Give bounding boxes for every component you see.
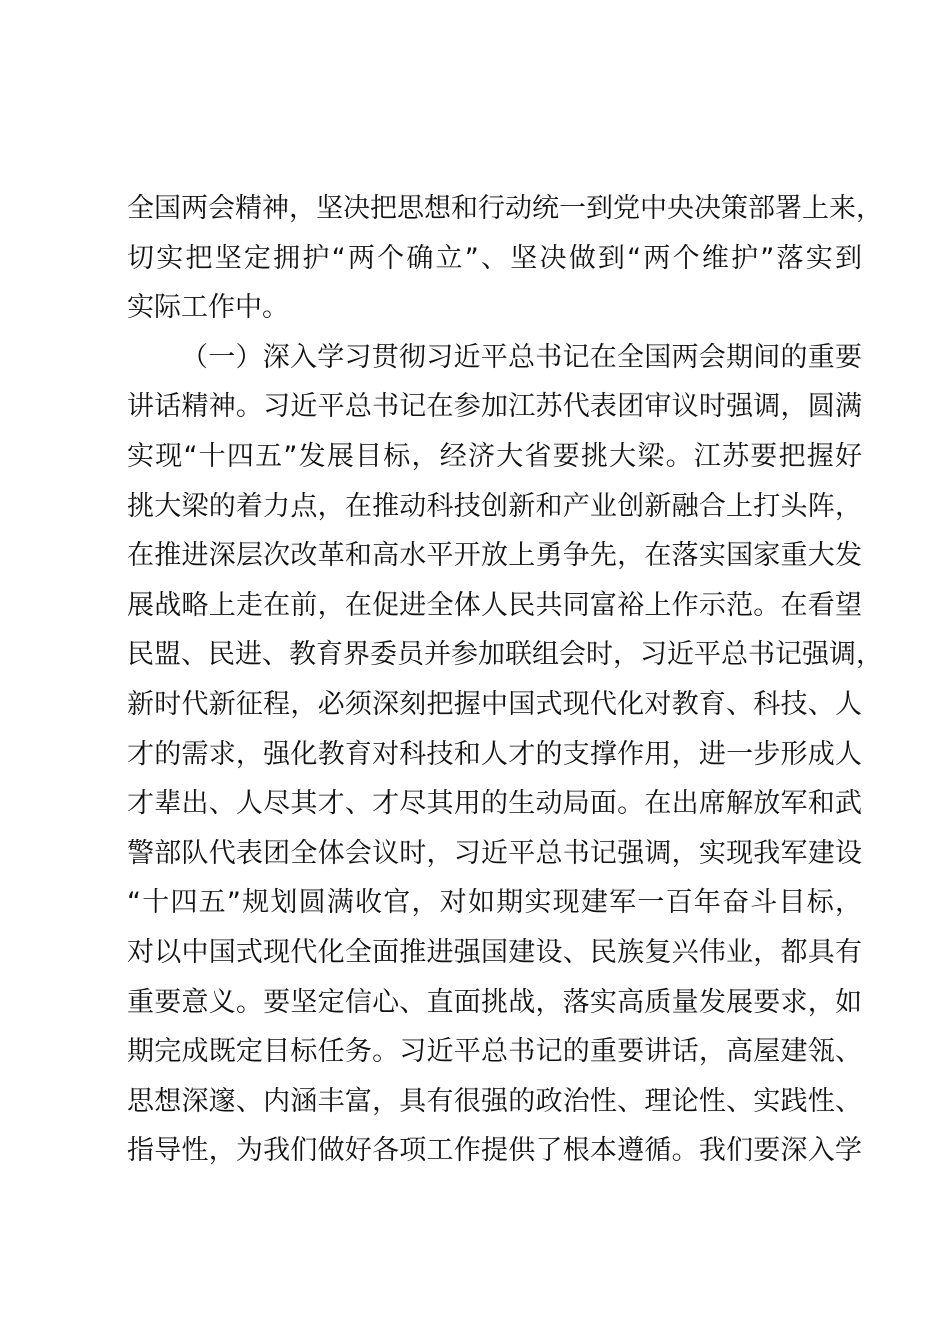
text-line: “十四五”规划圆满收官，对如期实现建军一百年奋斗目标， (127, 887, 862, 919)
text-line: 警部队代表团全体会议时，习近平总书记强调，实现我军建设 (127, 837, 862, 869)
text-line: 重要意义。要坚定信心、直面挑战，落实高质量发展要求，如 (127, 986, 862, 1018)
text-line: 展战略上走在前，在促进全体人民共同富裕上作示范。在看望 (127, 589, 862, 621)
body-text (127, 184, 883, 1176)
text-line: 实际工作中。 (127, 292, 289, 324)
text-line: 切实把坚定拥护“两个确立”、坚决做到“两个维护”落实到 (127, 242, 862, 274)
text-line: 全国两会精神，坚决把思想和行动统一到党中央决策部署上来， (127, 193, 883, 224)
text-line: 挑大梁的着力点，在推动科技创新和产业创新融合上打头阵， (127, 490, 862, 522)
text-line: 思想深邃、内涵丰富，具有很强的政治性、理论性、实践性、 (127, 1085, 862, 1117)
text-line: 指导性，为我们做好各项工作提供了根本遵循。我们要深入学 (127, 1135, 862, 1167)
text-line: 实现“十四五”发展目标，经济大省要挑大梁。江苏要把握好 (127, 440, 862, 472)
section-heading-line: （一）深入学习贯彻习近平总书记在全国两会期间的重要 (181, 341, 862, 373)
text-line: 对以中国式现代化全面推进强国建设、民族复兴伟业，都具有 (127, 936, 862, 968)
text-line: 才辈出、人尽其才、才尽其用的生动局面。在出席解放军和武 (127, 788, 862, 820)
text-line: 才的需求，强化教育对科技和人才的支撑作用，进一步形成人 (127, 738, 862, 770)
text-line: 期完成既定目标任务。习近平总书记的重要讲话，高屋建瓴、 (127, 1036, 862, 1068)
text-line: 民盟、民进、教育界委员并参加联组会时，习近平总书记强调， (127, 639, 883, 671)
text-line: 讲话精神。习近平总书记在参加江苏代表团审议时强调，圆满 (127, 391, 862, 423)
text-line: 新时代新征程，必须深刻把握中国式现代化对教育、科技、人 (127, 688, 862, 720)
text-line: 在推进深层次改革和高水平开放上勇争先，在落实国家重大发 (127, 540, 862, 572)
